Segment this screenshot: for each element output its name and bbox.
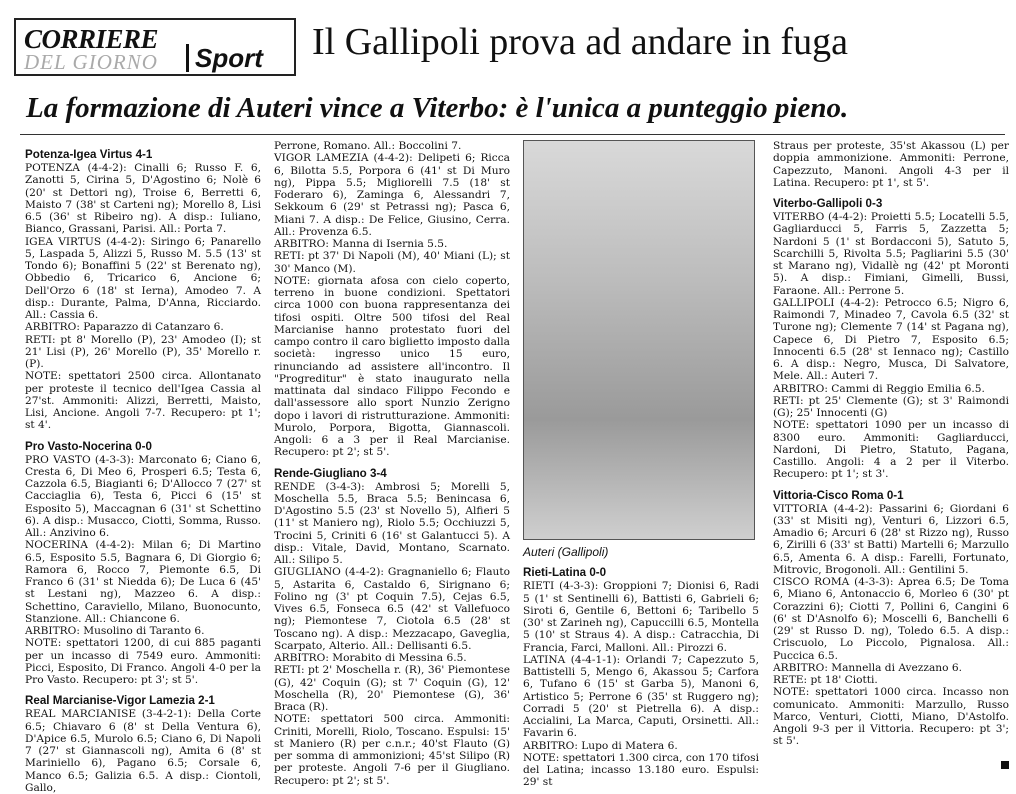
logo-sport: Sport (186, 44, 263, 72)
match-heading: Pro Vasto-Nocerina 0-0 (25, 439, 152, 453)
subheadline: La formazione di Auteri vince a Viterbo: è l'unica a punteggio pieno. (26, 92, 849, 124)
report-paragraph: RETI: pt 8' Morello (P), 23' Amodeo (I); st 21' Lisi (P), 26' Morello (P), 35' Morello r. (P). (25, 333, 261, 370)
report-paragraph: NOTE: spettatori 1090 per un incasso di 8300 euro. Ammoniti: Gagliarducci, Nardoni, Di Pietro, Statuto, Pagana, Castillo. Angoli: 4 a 2 per il Viterbo. Recupero: pt 1'; st 3'. (773, 419, 1009, 481)
report-paragraph: RENDE (3-4-3): Ambrosi 5; Morelli 5, Moschella 5.5, Braca 5.5; Benincasa 6, D'Agostino 5.5 (23' st Novello 5), Alfieri 5 (11' st Maniero ng), Riolo 5.5; Occhiuzzi 5, Trocini 5, Criniti 6 (16' st Galantucci 5). A disp.: Vitale, David, Montano, Scarnato. All.: Silipo 5. (274, 480, 510, 566)
report-paragraph: ARBITRO: Mannella di Avezzano 6. (773, 661, 962, 674)
report-paragraph: RIETI (4-3-3): Groppioni 7; Dionisi 6, Radi 5 (1' st Sentinelli 6), Battisti 6, Gabrieli 6; Siroti 6, Gentile 6, Bettoni 6; Taribello 5 (30' st Zarineh ng), Capuccilli 6.5, Montella 5 (10' st Straus 4). A disp.: Catracchia, Di Francia, Farci, Malloni. All.: Pirozzi 6. (523, 580, 759, 654)
match-heading: Viterbo-Gallipoli 0-3 (773, 197, 883, 210)
report-paragraph: NOTE: spettatori 1200, di cui 885 paganti per un incasso di 7549 euro. Ammoniti: Picci, Esposito, Di Franco. Angoli 4-0 per la Pro Vasto. Recupero: pt 3'; st 5'. (25, 637, 261, 686)
column-4 (773, 140, 1009, 776)
report-paragraph: Straus per proteste, 35'st Akassou (L) per doppia ammonizione. Ammoniti: Perrone, Capezzuto, Manoni. Angoli 4-3 per il Latina. Recupero: pt 1', st 5'. (773, 140, 1009, 189)
report-paragraph: PRO VASTO (4-3-3): Marconato 6; Ciano 6, Cresta 6, Di Meo 6, Prosperi 6.5; Testa 6, Cazzola 6.5, Biagianti 6; D'Allocco 7 (27' st Cacciaglia 6), Testa 6, Picci 6 (15' st Esposito 5), Maccagnan 6 (31' st Schettino 6). A disp.: Musacco, Ciotti, Somma, Russo. All.: Anzivino 6. (25, 453, 261, 539)
report-paragraph: ARBITRO: Morabito di Messina 6.5. (274, 652, 467, 664)
divider (20, 134, 1005, 135)
report-paragraph: VITTORIA (4-4-2): Passarini 6; Giordani 6 (33' st Misiti ng), Venturi 6, Lizzori 6.5, Amadio 6; Arcuri 6 (28' st Rizzo ng), Russo 6, Zirilli 6 (33' st Batti) Martelli 6; Marzullo 6.5, Amenta 6. A disp.: Farelli, Fortunato, Mitrovic, Brogonoli. All.: Gentilini 5. (773, 502, 1009, 576)
match-heading: Rieti-Latina 0-0 (523, 566, 607, 580)
report-paragraph: VIGOR LAMEZIA (4-4-2): Delipeti 6; Ricca 6, Bilotta 5.5, Porpora 6 (41' st Di Muro ng), Pippa 5.5; Migliorelli 7.5 (18' st Foderaro 6), Zaminga 6, Alessandri 7, Sekkoum 6 (29' st Petrassi ng); Pasca 6, Miani 7. A disp.: De Felice, Giusino, Cerra. All.: Provenza 6.5. (274, 152, 510, 238)
report-paragraph: IGEA VIRTUS (4-4-2): Siringo 6; Panarello 5, Laspada 5, Alizzi 5, Russo M. 5.5 (13' st Tondo 6); Bonaffini 5 (22' st Berenato ng), Obbedio 6, Tricarico 6, Ancione 6; Dell'Orzo 6 (18' st Ierna), Amodeo 7. A disp.: Durante, Palma, D'Anna, Ricciardo. All.: Cassia 6. (25, 235, 261, 321)
report-paragraph: VITERBO (4-4-2): Proietti 5.5; Locatelli 5.5, Gagliarducci 5, Farris 5, Zazzetta 5; Nardoni 5 (1' st Bordacconi 5), Satuto 5, Scarchilli 5, Rivolta 5.5; Pagliarini 5.5 (30' st Marano ng), Vidallè ng (42' pt Moronti 5). A disp.: Fimiani, Gimelli, Bussi, Faraone. All.: Perrone 5. (773, 211, 1009, 297)
report-paragraph: GALLIPOLI (4-4-2): Petrocco 6.5; Nigro 6, Raimondi 7, Minadeo 7, Cavola 6.5 (32' st Turone ng); Clemente 7 (14' st Pagana ng), Capece 6, Di Pietro 7, Esposito 6.5; Innocenti 6.5 (28' st Iennaco ng); Castillo 6. A disp.: Negro, Musca, Di Salvatore, Mele. All.: Auteri 7. (773, 296, 1009, 383)
report-paragraph: ARBITRO: Musolino di Taranto 6. (25, 625, 205, 637)
report-paragraph: GIUGLIANO (4-4-2): Gragnaniello 6; Flauto 5, Astarita 6, Castaldo 6, Sirignano 6; Folino ng (3' pt Coquin 7.5), Cejas 6.5, Vives 6.5, Fonseca 6.5 (42' st Vallefuoco ng); Piemontese 7, Ciotola 6.5 (28' st Toscano ng). A disp.: Mezzacapo, Gaveglia, Scarpato, Alterio. All.: Dellisanti 6.5. (274, 566, 510, 652)
report-paragraph: ARBITRO: Manna di Isernia 5.5. (274, 238, 448, 250)
report-paragraph: LATINA (4-4-1-1): Orlandi 7; Capezzuto 5, Battistelli 5, Mengo 6, Akassou 5; Carfora 6, Tufano 6 (15' st Garba 5), Manoni 6, Artistico 5; Perrone 6 (35' st Ruggero ng); Corradi 5 (20' st Pietrella 6). A disp.: Accialini, La Marca, Caputi, Orsinetti. All.: Favarin 6. (523, 653, 759, 740)
report-paragraph: RETI: pt 25' Clemente (G); st 3' Raimondi (G); 25' Innocenti (G) (773, 394, 1009, 419)
match-heading: Real Marcianise-Vigor Lamezia 2-1 (25, 694, 215, 708)
end-of-article-mark (1001, 761, 1009, 769)
column-1 (25, 140, 261, 794)
logo-box (14, 18, 296, 76)
report-paragraph: CISCO ROMA (4-3-3): Aprea 6.5; De Toma 6, Miano 6, Antonaccio 6, Morleo 6 (30' pt Corazzini 6); Ciotti 7, Pollini 6, Cangini 6 (6' st D'Asnolfo 6); Moscelli 6, Banchelli 6 (29' st Russo D. ng), Toledo 6.5. A disp.: Criscuolo, Lo Piccolo, Pignalosa. All.: Puccica 6.5. (773, 576, 1009, 662)
photo-caption: Auteri (Gallipoli) (523, 545, 609, 559)
report-paragraph: RETI: pt 2' Moschella r. (R), 36' Piemontese (G), 42' Coquin (G); st 7' Coquin (G), 12' Moschella (R), 20' Piemontese (G), 36' Braca (R). (274, 664, 510, 713)
logo-del-giorno: DEL GIORNO (24, 50, 158, 74)
report-paragraph: ARBITRO: Paparazzo di Catanzaro 6. (25, 321, 224, 334)
report-paragraph: RETE: pt 18' Ciotti. (773, 674, 878, 686)
report-paragraph: NOTE: spettatori 1000 circa. Incasso non comunicato. Ammoniti: Marzullo, Russo Marco, Venturi, Ciotti, Miano, D'Astolfo. Angoli 9-3 per il Vittoria. Recupero: pt 3'; st 5'. (773, 686, 1009, 748)
column-3-body (523, 566, 759, 788)
report-paragraph: REAL MARCIANISE (3-4-2-1): Della Corte 6.5; Chiavaro 6 (8' st Della Ventura 6), D'Apice 6.5, Murolo 6.5; Ciano 6, Di Napoli 7 (27' st Giannascoli ng), Amita 6 (8' st Mariniello 6), Pagano 6.5; Corsale 6, Manco 6.5; Galizia 6.5. A disp.: Ciontoli, Gallo, (25, 708, 261, 794)
column-2 (274, 140, 510, 787)
column-3 (523, 140, 759, 789)
coach-photo (523, 140, 755, 540)
match-heading: Rende-Giugliano 3-4 (274, 466, 387, 480)
report-paragraph: ARBITRO: Cammi di Reggio Emilia 6.5. (773, 382, 985, 395)
report-paragraph: NOTE: giornata afosa con cielo coperto, terreno in buone condizioni. Spettatori circa 1000 con buona rappresentanza dei tifosi ospiti. Oltre 500 tifosi del Real Marcianise hanno protestato fuori del campo contro il caro biglietto imposto dalla società: ingresso unico 15 euro, rinunciando ad assistere all'incontro. Il "Progreditur" è stato inaugurato nella mattinata dal sindaco Filippo Fecondo e dall'assessore allo sport Nunzio Zerigno dopo i lavori di ristrutturazione. Ammoniti: Murolo, Porpora, Bigotta, Giannascoli. Angoli: 6 a 3 per il Real Marcianise. Recupero: pt 2'; st 5'. (274, 274, 510, 459)
report-paragraph: Perrone, Romano. All.: Boccolini 7. (274, 140, 462, 152)
report-paragraph: NOCERINA (4-4-2): Milan 6; Di Martino 6.5, Esposito 5.5, Bagnara 6, Di Giorgio 6; Ramora 6, Rocco 7, Piemonte 6.5, Di Franco 6 (31' st Niedda 6); De Luca 6 (45' st Lestani ng), Mazzeo 6. A disp.: Schettino, Caraviello, Milano, Buonocunto, Stanzione. All.: Chiancone 6. (25, 539, 261, 625)
masthead-logo (14, 18, 296, 78)
match-heading: Potenza-Igea Virtus 4-1 (25, 148, 153, 161)
headline: Il Gallipoli prova ad andare in fuga (312, 21, 849, 63)
report-paragraph: RETI: pt 37' Di Napoli (M), 40' Miani (L); st 30' Manco (M). (274, 250, 510, 275)
report-paragraph: ARBITRO: Lupo di Matera 6. (523, 739, 678, 752)
report-paragraph: POTENZA (4-4-2): Cinalli 6; Russo F. 6, Zanotti 5, Cirina 5, D'Agostino 6; Nolè 6 (20' st Dettori ng), Troise 6, Berretti 6, Maisto 7 (38' st Carteni ng); Morello 8, Lisi 6.5 (36' st Ribeiro ng). A disp.: Iuliano, Bianco, Grassani, Parisi. All.: Porta 7. (25, 162, 261, 236)
report-paragraph: NOTE: spettatori 1.300 circa, con 170 tifosi del Latina; incasso 13.180 euro. Espulsi: 29' st (523, 751, 759, 789)
logo-corriere: CORRIERE (24, 24, 159, 54)
report-paragraph: NOTE: spettatori 2500 circa. Allontanato per proteste il tecnico dell'Igea Cassia al 27'st. Ammoniti: Alizzi, Berretti, Maisto, Lisi, Ancione. Angoli 7-7. Recupero: pt 1'; st 4'. (25, 370, 261, 432)
match-heading: Vittoria-Cisco Roma 0-1 (773, 488, 904, 502)
report-paragraph: NOTE: spettatori 500 circa. Ammoniti: Criniti, Morelli, Riolo, Toscano. Espulsi: 15' st Maniero (R) per c.n.r.; 40'st Flauto (G) per somma di ammonizioni; 45'st Silipo (R) per proteste. Angoli 7-6 per il Giugliano. Recupero: pt 2'; st 5'. (274, 713, 510, 787)
